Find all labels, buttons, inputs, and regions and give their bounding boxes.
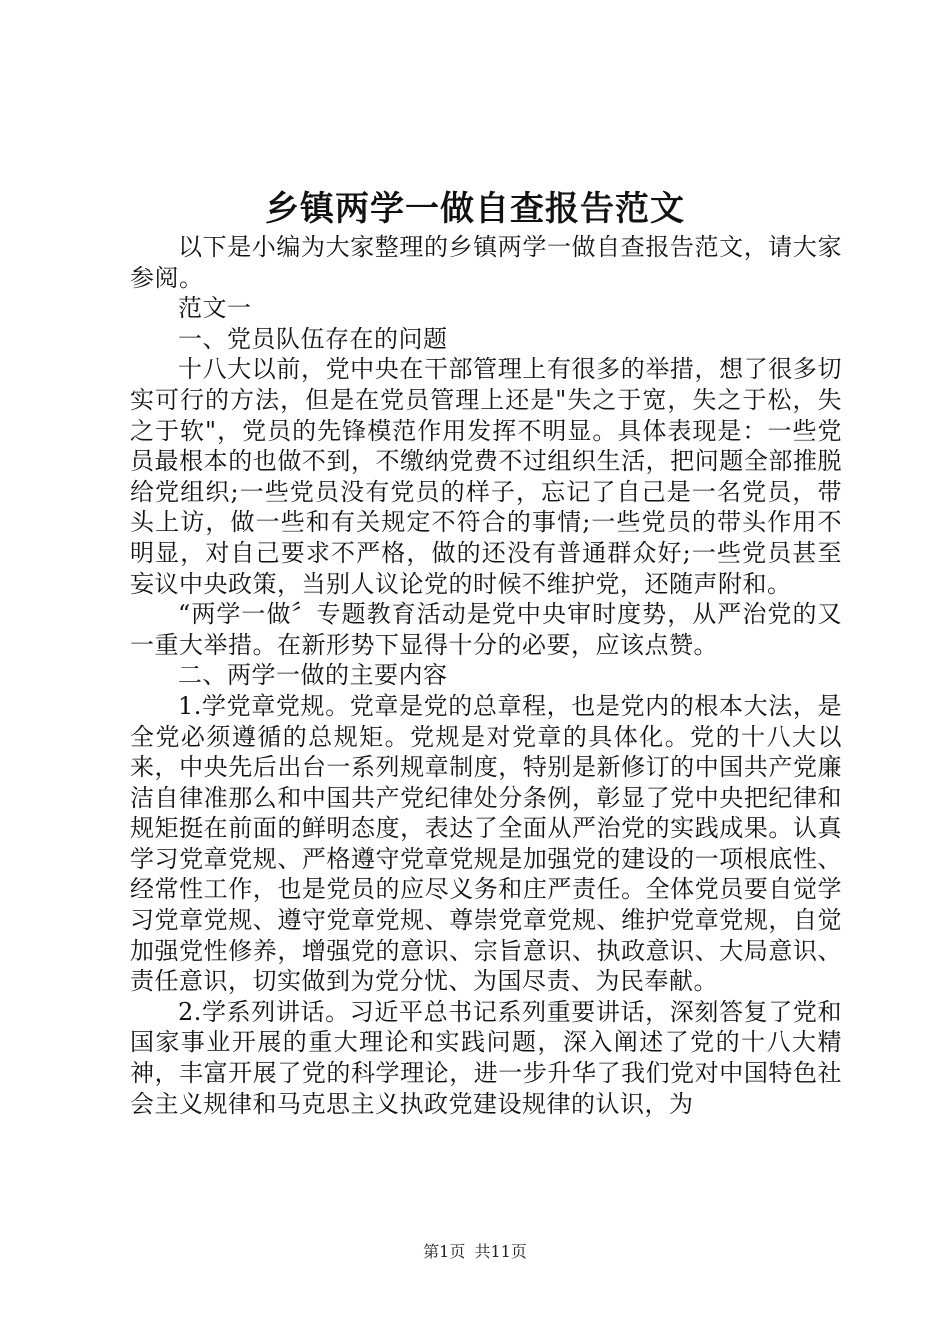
heading-party-member-problems: 一、党员队伍存在的问题 bbox=[178, 324, 448, 353]
page-total: 共11页 bbox=[474, 1242, 527, 1261]
paragraph-study-speeches: 2.学系列讲话。习近平总书记系列重要讲话，深刻答复了党和国家事业开展的重大理论和实践问题，深入阐述了党的十八大精神，丰富开展了党的科学理论，进一步升华了我们党对中国特色社会主义规律和马克思主义执政党建设规律的认识，为 bbox=[130, 997, 842, 1118]
section-label-sample-one: 范文一 bbox=[178, 294, 252, 323]
document-body bbox=[130, 232, 842, 1119]
intro-paragraph: 以下是小编为大家整理的乡镇两学一做自查报告范文，请大家参阅。 bbox=[130, 233, 842, 292]
page-number: 第1页 bbox=[423, 1242, 466, 1261]
heading-main-content: 二、两学一做的主要内容 bbox=[178, 661, 448, 690]
paragraph-education-campaign: “两学一做〞专题教育活动是党中央审时度势，从严治党的又一重大举措。在新形势下显得十分的必要，应该点赞。 bbox=[130, 600, 842, 659]
paragraph-problems-detail: 十八大以前，党中央在干部管理上有很多的举措，想了很多切实可行的方法，但是在党员管理上还是"失之于宽，失之于松，失之于软"，党员的先锋模范作用发挥不明显。具体表现是：一些党员最根本的也做不到，不缴纳党费不过组织生活，把问题全部推脱给党组织;一些党员没有党员的样子，忘记了自己是一名党员，带头上访，做一些和有关规定不符合的事情;一些党员的带头作用不明显，对自己要求不严格，做的还没有普通群众好;一些党员甚至妄议中央政策，当别人议论党的时候不维护党，还随声附和。 bbox=[130, 355, 842, 598]
document-title: 乡镇两学一做自查报告范文 bbox=[265, 189, 685, 229]
paragraph-study-party-rules: 1.学党章党规。党章是党的总章程，也是党内的根本大法，是全党必须遵循的总规矩。党规是对党章的具体化。党的十八大以来，中央先后出台一系列规章制度，特别是新修订的中国共产党廉洁自律准那么和中国共产党纪律处分条例，彰显了党中央把纪律和规矩挺在前面的鲜明态度，表达了全面从严治党的实践成果。认真学习党章党规、严格遵守党章党规是加强党的建设的一项根底性、经常性工作，也是党员的应尽义务和庄严责任。全体党员要自觉学习党章党规、遵守党章党规、尊崇党章党规、维护党章党规，自觉加强党性修养，增强党的意识、宗旨意识、执政意识、大局意识、责任意识，切实做到为党分忧、为国尽责、为民奉献。 bbox=[130, 691, 842, 996]
page-footer bbox=[0, 1240, 950, 1264]
